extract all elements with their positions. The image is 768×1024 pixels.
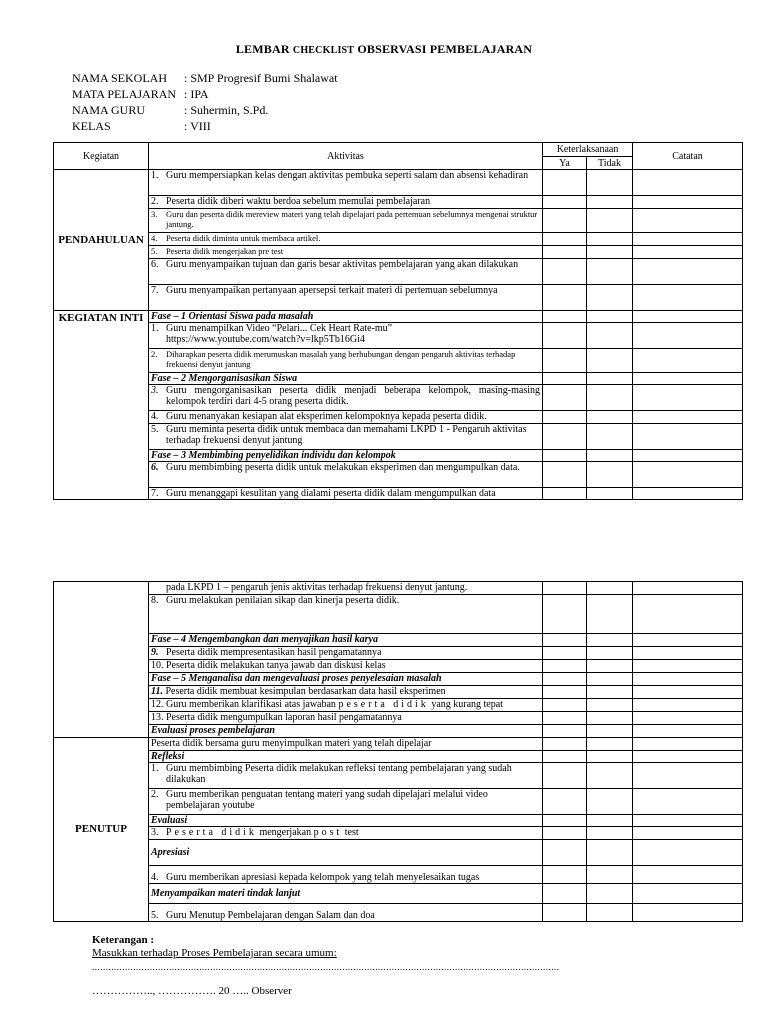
ya-checkbox[interactable] [543, 840, 587, 866]
observer-signature-line: …………….., ……………. 20 ….. Observer [92, 985, 292, 997]
ya-checkbox[interactable] [543, 884, 587, 904]
table-row [54, 285, 743, 311]
phase-row [54, 373, 743, 385]
activity-cell: 5. Guru Menutup Pembelajaran dengan Salam dan doa [149, 904, 543, 922]
activity-cell: 6. Guru membimbing peserta didik untuk melakukan eksperimen dan mengumpulkan data. [149, 462, 543, 488]
info-row-teacher: NAMA GURU : Suhermin, S.Pd. [72, 103, 269, 117]
ya-checkbox[interactable] [543, 285, 587, 311]
header-ya: Ya [543, 157, 587, 170]
catatan-field[interactable] [633, 450, 743, 462]
tidak-checkbox[interactable] [587, 209, 633, 233]
catatan-field[interactable] [633, 725, 743, 738]
tidak-checkbox[interactable] [587, 311, 633, 323]
catatan-field[interactable] [633, 673, 743, 686]
activity-cell: 1. Guru mempersiapkan kelas dengan aktivitas pembuka seperti salam dan absensi kehadiran [149, 170, 543, 196]
phase-row [54, 884, 743, 904]
activity-cell: 7. Guru menyampaikan pertanyaan apersepsi terkait materi di pertemuan sebelumnya [149, 285, 543, 311]
table-row [54, 660, 743, 673]
catatan-field[interactable] [633, 323, 743, 349]
info-row-subject: MATA PELAJARAN : IPA [72, 87, 209, 101]
school-info [72, 70, 338, 134]
activity-cell: 2. Guru memberikan penguatan tentang materi yang sudah dipelajari melalui video pembelajaran youtube [149, 789, 543, 815]
phase-row [54, 450, 743, 462]
catatan-field[interactable] [633, 582, 743, 595]
catatan-field[interactable] [633, 840, 743, 866]
catatan-field[interactable] [633, 311, 743, 323]
ya-checkbox[interactable] [543, 259, 587, 285]
table-row [54, 488, 743, 500]
ya-checkbox[interactable] [543, 763, 587, 789]
ya-checkbox[interactable] [543, 311, 587, 323]
header-aktivitas: Aktivitas [149, 143, 543, 170]
ya-checkbox[interactable] [543, 233, 587, 246]
catatan-field[interactable] [633, 488, 743, 500]
table-row [54, 686, 743, 699]
tidak-checkbox[interactable] [587, 233, 633, 246]
phase-label: Fase – 3 Membimbing penyelidikan individu dan kelompok [149, 450, 543, 462]
ya-checkbox[interactable] [543, 815, 587, 827]
ya-checkbox[interactable] [543, 323, 587, 349]
activity-cell: 2. Diharapkan peserta didik merumuskan masalah yang berhubungan dengan pengaruh aktivitas terhadap frekuensi denyut jantung [149, 349, 543, 373]
tidak-checkbox[interactable] [587, 673, 633, 686]
checklist-table-page1 [53, 142, 743, 500]
tidak-checkbox[interactable] [587, 323, 633, 349]
tidak-checkbox[interactable] [587, 904, 633, 922]
ya-checkbox[interactable] [543, 751, 587, 763]
table-row [54, 595, 743, 634]
catatan-field[interactable] [633, 686, 743, 699]
ya-checkbox[interactable] [543, 424, 587, 450]
tidak-checkbox[interactable] [587, 582, 633, 595]
ya-checkbox[interactable] [543, 385, 587, 411]
activity-cell: 4. Peserta didik diminta untuk membaca artikel. [149, 233, 543, 246]
ya-checkbox[interactable] [543, 738, 587, 751]
tidak-checkbox[interactable] [587, 725, 633, 738]
tidak-checkbox[interactable] [587, 686, 633, 699]
catatan-field[interactable] [633, 259, 743, 285]
tidak-checkbox[interactable] [587, 595, 633, 634]
tidak-checkbox[interactable] [587, 884, 633, 904]
activity-cell: 3. Peserta didik mengerjakan post test [149, 827, 543, 840]
phase-row [54, 725, 743, 738]
phase-label: Fase – 5 Menganalisa dan mengevaluasi proses penyelesaian masalah [149, 673, 543, 686]
phase-label: Refleksi [149, 751, 543, 763]
activity-cell: Peserta didik bersama guru menyimpulkan materi yang telah dipelajar [149, 738, 543, 751]
catatan-field[interactable] [633, 815, 743, 827]
tidak-checkbox[interactable] [587, 866, 633, 884]
header-catatan: Catatan [633, 143, 743, 170]
ya-checkbox[interactable] [543, 673, 587, 686]
header-keterlaksanaan: Keterlaksanaan [543, 143, 633, 157]
catatan-field[interactable] [633, 738, 743, 751]
ya-checkbox[interactable] [543, 373, 587, 385]
table-row [54, 712, 743, 725]
catatan-field[interactable] [633, 789, 743, 815]
ya-checkbox[interactable] [543, 725, 587, 738]
table-row [54, 866, 743, 884]
catatan-field[interactable] [633, 827, 743, 840]
info-row-school: NAMA SEKOLAH : SMP Progresif Bumi Shalawat [72, 71, 338, 85]
activity-cell: 6. Guru menyampaikan tujuan dan garis besar aktivitas pembelajaran yang akan dilakukan [149, 259, 543, 285]
activity-cell: 9. Peserta didik mempresentasikan hasil pengamatannya [149, 647, 543, 660]
ya-checkbox[interactable] [543, 411, 587, 424]
ya-checkbox[interactable] [543, 488, 587, 500]
table-row [54, 259, 743, 285]
catatan-field[interactable] [633, 634, 743, 647]
ya-checkbox[interactable] [543, 450, 587, 462]
tidak-checkbox[interactable] [587, 349, 633, 373]
section-penutup: PENUTUP [54, 738, 149, 922]
tidak-checkbox[interactable] [587, 660, 633, 673]
ya-checkbox[interactable] [543, 196, 587, 209]
activity-cell: 4. Guru menanyakan kesiapan alat eksperimen kelompoknya kepada peserta didik. [149, 411, 543, 424]
phase-row [54, 840, 743, 866]
ya-checkbox[interactable] [543, 789, 587, 815]
catatan-field[interactable] [633, 385, 743, 411]
table-row [54, 233, 743, 246]
table-row [54, 170, 743, 196]
activity-cell: 5. Guru meminta peserta didik untuk membaca dan memahami LKPD 1 - Pengaruh aktivitas terhadap frekuensi denyut jantung [149, 424, 543, 450]
activity-cell: 3. Guru mengorganisasikan peserta didik menjadi beberapa kelompok, masing-masing kelompok terdiri dari 4-5 orang peserta didik. [149, 385, 543, 411]
input-dotted-line[interactable]: .......................................................................................................................................................................... [92, 962, 560, 972]
table-row [54, 385, 743, 411]
catatan-field[interactable] [633, 699, 743, 712]
tidak-checkbox[interactable] [587, 763, 633, 789]
table-row [54, 763, 743, 789]
ya-checkbox[interactable] [543, 712, 587, 725]
activity-cell: 10. Peserta didik melakukan tanya jawab dan diskusi kelas [149, 660, 543, 673]
tidak-checkbox[interactable] [587, 789, 633, 815]
catatan-field[interactable] [633, 285, 743, 311]
phase-label: Fase – 4 Mengembangkan dan menyajikan hasil karya [149, 634, 543, 647]
catatan-field[interactable] [633, 349, 743, 373]
phase-label: Fase – 2 Mengorganisasikan Siswa [149, 373, 543, 385]
ya-checkbox[interactable] [543, 699, 587, 712]
activity-cell: 4. Guru memberikan apresiasi kepada kelompok yang telah menyelesaikan tugas [149, 866, 543, 884]
table-row [54, 323, 743, 349]
tidak-checkbox[interactable] [587, 827, 633, 840]
tidak-checkbox[interactable] [587, 196, 633, 209]
activity-cell: 1. Guru membimbing Peserta didik melakukan refleksi tentang pembelajaran yang sudah dilakukan [149, 763, 543, 789]
phase-row [54, 751, 743, 763]
tidak-checkbox[interactable] [587, 424, 633, 450]
phase-row [54, 311, 743, 323]
tidak-checkbox[interactable] [587, 285, 633, 311]
ya-checkbox[interactable] [543, 349, 587, 373]
catatan-field[interactable] [633, 647, 743, 660]
video-link: https://www.youtube.com/watch?v=lkp5Tb16Gi4 [166, 334, 365, 345]
table-row [54, 789, 743, 815]
catatan-field[interactable] [633, 712, 743, 725]
ya-checkbox[interactable] [543, 582, 587, 595]
tidak-checkbox[interactable] [587, 259, 633, 285]
header-row [54, 143, 743, 157]
activity-cell: 12. Guru memberikan klarifikasi atas jawaban peserta didik yang kurang tepat [149, 699, 543, 712]
activity-cell: 5. Peserta didik mengerjakan pre test [149, 246, 543, 259]
catatan-field[interactable] [633, 904, 743, 922]
activity-cell: 7. Guru menanggapi kesulitan yang dialami peserta didik dalam mengumpulkan data [149, 488, 543, 500]
tidak-checkbox[interactable] [587, 751, 633, 763]
catatan-field[interactable] [633, 233, 743, 246]
catatan-field[interactable] [633, 462, 743, 488]
ya-checkbox[interactable] [543, 686, 587, 699]
table-row [54, 462, 743, 488]
catatan-field[interactable] [633, 170, 743, 196]
phase-row [54, 815, 743, 827]
catatan-field[interactable] [633, 866, 743, 884]
tidak-checkbox[interactable] [587, 647, 633, 660]
masukkan-label: Masukkan terhadap Proses Pembelajaran secara umum: [92, 947, 337, 959]
catatan-field[interactable] [633, 209, 743, 233]
tidak-checkbox[interactable] [587, 815, 633, 827]
ya-checkbox[interactable] [543, 595, 587, 634]
phase-label: Apresiasi [149, 840, 543, 866]
ya-checkbox[interactable] [543, 170, 587, 196]
tidak-checkbox[interactable] [587, 634, 633, 647]
ya-checkbox[interactable] [543, 660, 587, 673]
catatan-field[interactable] [633, 595, 743, 634]
section-pendahuluan: PENDAHULUAN [54, 170, 149, 311]
keterangan-label: Keterangan : [92, 934, 155, 946]
catatan-field[interactable] [633, 424, 743, 450]
table-row [54, 424, 743, 450]
ya-checkbox[interactable] [543, 904, 587, 922]
table-row [54, 904, 743, 922]
catatan-field[interactable] [633, 411, 743, 424]
tidak-checkbox[interactable] [587, 385, 633, 411]
phase-label: Evaluasi [149, 815, 543, 827]
tidak-checkbox[interactable] [587, 488, 633, 500]
table-row [54, 411, 743, 424]
table-row [54, 827, 743, 840]
activity-cell: 8. Guru melakukan penilaian sikap dan kinerja peserta didik. [149, 595, 543, 634]
phase-label: Menyampaikan materi tindak lanjut [149, 884, 543, 904]
tidak-checkbox[interactable] [587, 712, 633, 725]
phase-label: Evaluasi proses pembelajaran [149, 725, 543, 738]
ya-checkbox[interactable] [543, 634, 587, 647]
ya-checkbox[interactable] [543, 647, 587, 660]
tidak-checkbox[interactable] [587, 373, 633, 385]
table-row [54, 647, 743, 660]
section-kegiatan-inti: KEGIATAN INTI [54, 311, 149, 500]
tidak-checkbox[interactable] [587, 462, 633, 488]
catatan-field[interactable] [633, 373, 743, 385]
phase-row [54, 634, 743, 647]
catatan-field[interactable] [633, 246, 743, 259]
activity-cell: 11. Peserta didik membuat kesimpulan berdasarkan data hasil eksperimen [149, 686, 543, 699]
table-row [54, 246, 743, 259]
checklist-table-page2 [53, 581, 743, 922]
catatan-field[interactable] [633, 196, 743, 209]
header-tidak: Tidak [587, 157, 633, 170]
tidak-checkbox[interactable] [587, 170, 633, 196]
tidak-checkbox[interactable] [587, 738, 633, 751]
table-row [54, 209, 743, 233]
catatan-field[interactable] [633, 660, 743, 673]
tidak-checkbox[interactable] [587, 411, 633, 424]
table-row [54, 196, 743, 209]
ya-checkbox[interactable] [543, 866, 587, 884]
tidak-checkbox[interactable] [587, 699, 633, 712]
table-row [54, 349, 743, 373]
activity-cell: 2. Peserta didik diberi waktu berdoa sebelum memulai pembelajaran [149, 196, 543, 209]
catatan-field[interactable] [633, 763, 743, 789]
activity-cell: 13. Peserta didik mengumpulkan laporan hasil pengamatannya [149, 712, 543, 725]
catatan-field[interactable] [633, 751, 743, 763]
table-row [54, 699, 743, 712]
tidak-checkbox[interactable] [587, 450, 633, 462]
tidak-checkbox[interactable] [587, 246, 633, 259]
activity-cell: 1. Guru menampilkan Video “Pelari... Cek Heart Rate-mu” https://www.youtube.com/watch?v=lkp5Tb16Gi4 [149, 323, 543, 349]
catatan-field[interactable] [633, 884, 743, 904]
activity-cell: 3. Guru dan peserta didik mereview materi yang telah dipelajari pada pertemuan sebelumnya mengenai struktur jantung. [149, 209, 543, 233]
info-row-class: KELAS : VIII [72, 119, 211, 133]
table-row [54, 738, 743, 751]
ya-checkbox[interactable] [543, 246, 587, 259]
phase-row [54, 673, 743, 686]
header-kegiatan: Kegiatan [54, 143, 149, 170]
activity-cell: pada LKPD 1 – pengaruh jenis aktivitas terhadap frekuensi denyut jantung. [149, 582, 543, 595]
ya-checkbox[interactable] [543, 209, 587, 233]
page-title: LEMBAR CHECKLIST OBSERVASI PEMBELAJARAN [235, 42, 533, 56]
section-continued [54, 582, 149, 738]
tidak-checkbox[interactable] [587, 840, 633, 866]
ya-checkbox[interactable] [543, 827, 587, 840]
ya-checkbox[interactable] [543, 462, 587, 488]
phase-label: Fase – 1 Orientasi Siswa pada masalah [149, 311, 543, 323]
table-row [54, 582, 743, 595]
